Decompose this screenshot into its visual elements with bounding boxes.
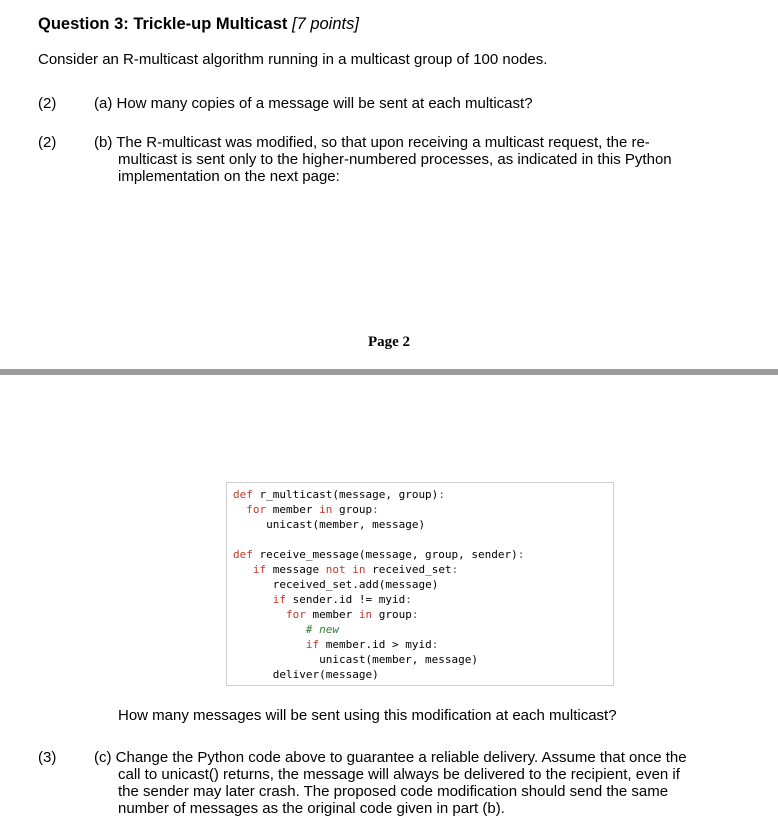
code-line: [233, 652, 524, 667]
question-title-text: Question 3: Trickle-up Multicast: [38, 15, 288, 33]
code-token: r_multicast(message, group): [252, 488, 439, 501]
part-b-points: (2): [38, 134, 57, 151]
part-b-followup: How many messages will be sent using this modification at each multicast?: [118, 707, 617, 724]
code-line: [233, 517, 524, 532]
code-token: if: [272, 593, 286, 606]
code-token: group: [332, 503, 373, 516]
python-code: [233, 487, 524, 682]
question-title: [38, 15, 359, 34]
code-token: received_set.add(message): [272, 578, 439, 591]
code-token: :: [451, 563, 459, 576]
page-number: Page 2: [367, 334, 411, 350]
code-token: member.id > myid: [319, 638, 432, 651]
code-line: [233, 577, 524, 592]
part-b-text: [94, 134, 672, 185]
part-c-points: (3): [38, 749, 57, 766]
code-token: unicast(member, message): [319, 653, 479, 666]
code-token: in: [358, 608, 373, 621]
code-token: for: [285, 608, 306, 621]
code-line: [233, 532, 524, 547]
code-line: [233, 562, 524, 577]
code-token: sender.id != myid: [286, 593, 406, 606]
code-token: group: [372, 608, 412, 621]
code-token: deliver(message): [272, 668, 379, 681]
code-line: [233, 667, 524, 682]
code-token: receive_message(message, group, sender): [252, 548, 518, 561]
code-token: if: [252, 563, 267, 576]
code-token: not in: [325, 563, 366, 576]
part-b-line: (b) The R-multicast was modified, so that upon receiving a multicast request, the re-: [94, 134, 650, 151]
part-c-line: (c) Change the Python code above to guarantee a reliable delivery. Assume that once the: [94, 749, 687, 766]
question-points: [7 points]: [291, 15, 359, 33]
code-token: for: [246, 503, 267, 516]
part-c-line: the sender may later crash. The proposed code modification should send the same: [118, 783, 669, 800]
code-token: received_set: [365, 563, 452, 576]
question-intro: Consider an R-multicast algorithm running in a multicast group of 100 nodes.: [38, 51, 548, 68]
part-b-line: multicast is sent only to the higher-numbered processes, as indicated in this Python: [118, 151, 672, 168]
code-token: def: [233, 488, 253, 501]
part-c-line: number of messages as the original code given in part (b).: [118, 800, 505, 817]
code-line: [233, 622, 524, 637]
part-c-text: [94, 749, 687, 817]
part-c-line: call to unicast() returns, the message will always be delivered to the recipient, even if: [118, 766, 680, 783]
code-block: [226, 482, 614, 686]
code-token: member: [266, 503, 320, 516]
code-line: [233, 637, 524, 652]
code-token: in: [319, 503, 333, 516]
code-token: :: [405, 593, 412, 606]
code-token: unicast(member, message): [266, 518, 426, 531]
page-divider: [0, 369, 778, 375]
code-token: def: [233, 548, 253, 561]
code-token: :: [517, 548, 525, 561]
part-a-line: (a) How many copies of a message will be sent at each multicast?: [94, 95, 533, 112]
code-token: :: [372, 503, 379, 516]
code-line: [233, 547, 524, 562]
part-a-points: (2): [38, 95, 57, 112]
code-token: member: [305, 608, 359, 621]
code-line: [233, 592, 524, 607]
part-a-text: [94, 95, 533, 112]
code-line: [233, 607, 524, 622]
code-line: [233, 487, 524, 502]
code-token: message: [266, 563, 326, 576]
code-token: if: [305, 638, 320, 651]
code-line: [233, 502, 524, 517]
code-token: :: [438, 488, 445, 501]
part-b-line: implementation on the next page:: [118, 168, 340, 185]
code-token: :: [411, 608, 419, 621]
code-token: # new: [305, 623, 339, 636]
code-token: :: [431, 638, 439, 651]
